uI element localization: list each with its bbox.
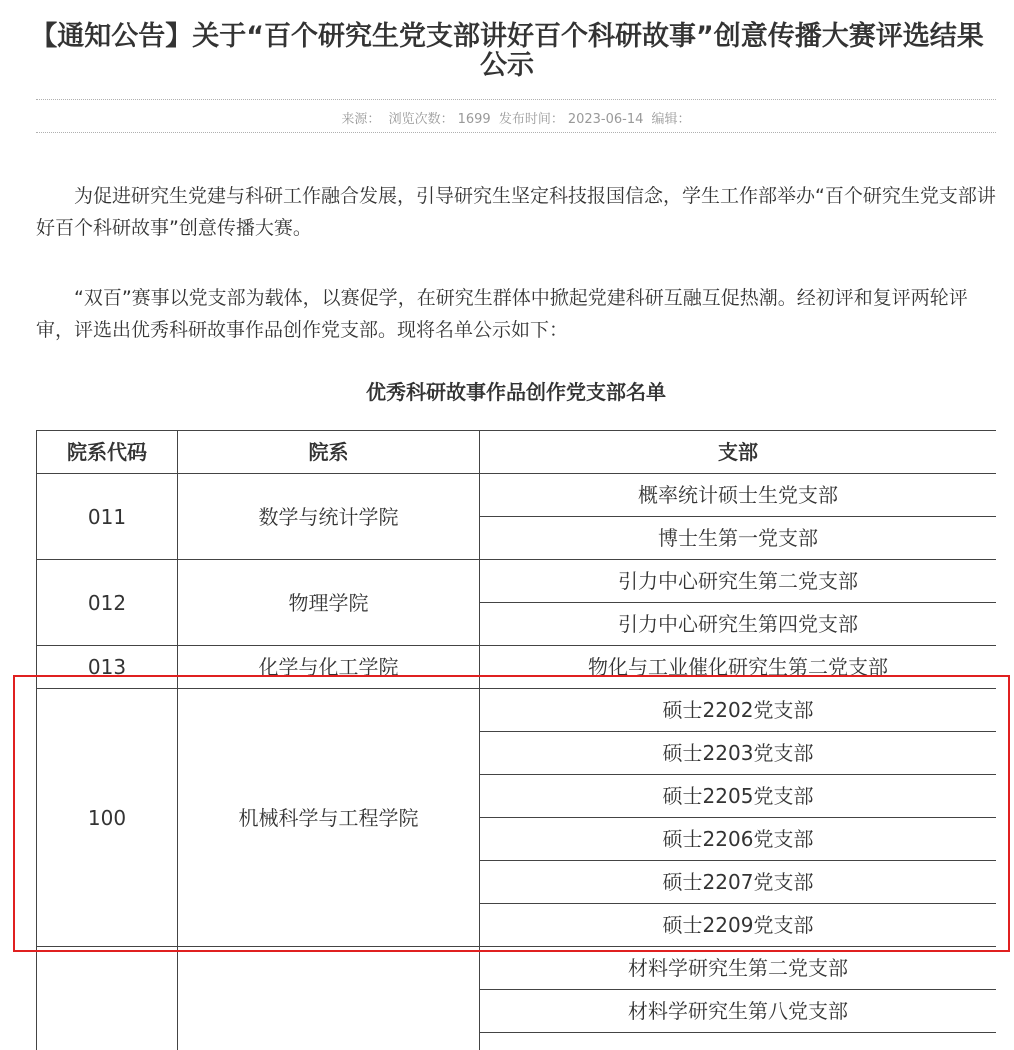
editor-label: 编辑： [652, 112, 691, 127]
branch-cell: 材料学研究生第八党支部 [480, 990, 997, 1033]
branch-cell: 物化与工业催化研究生第二党支部 [480, 646, 997, 689]
divider-top [36, 99, 996, 100]
dept-code-cell: 011 [37, 474, 178, 560]
branch-cell: 引力中心研究生第二党支部 [480, 560, 997, 603]
branch-cell: 硕士2202党支部 [480, 689, 997, 732]
dept-name-cell: 数学与统计学院 [178, 474, 480, 560]
table-row [37, 689, 997, 732]
views-label: 浏览次数： [389, 112, 454, 127]
branch-cell: 博士生第一党支部 [480, 517, 997, 560]
paragraph-results: “双百”赛事以党支部为载体，以赛促学，在研究生群体中掀起党建科研互融互促热潮。经初评和复评两轮评审，评选出优秀科研故事作品创作党支部。现将名单公示如下： [36, 282, 996, 346]
dept-name-cell: 物理学院 [178, 560, 480, 646]
branch-cell: 硕士2209党支部 [480, 904, 997, 947]
table-header-row [37, 431, 997, 474]
dept-code-cell: 100 [37, 689, 178, 947]
dept-name-cell: 化学与化工学院 [178, 646, 480, 689]
branch-cell: 硕士2206党支部 [480, 818, 997, 861]
table-row [37, 474, 997, 517]
paragraph-intro: 为促进研究生党建与科研工作融合发展，引导研究生坚定科技报国信念，学生工作部举办“百个研究生党支部讲好百个科研故事”创意传播大赛。 [36, 180, 996, 244]
table-row [37, 646, 997, 689]
dept-code-cell [37, 947, 178, 1050]
table-body [37, 474, 997, 1050]
branch-cell: 硕士2207党支部 [480, 861, 997, 904]
divider-bottom [36, 132, 996, 133]
table-row [37, 947, 997, 990]
source-label: 来源： [341, 112, 380, 127]
header-branch: 支部 [480, 431, 997, 474]
branch-cell: 材料学研究生第二党支部 [480, 947, 997, 990]
dept-name-cell: 机械科学与工程学院 [178, 689, 480, 947]
branch-cell: 引力中心研究生第四党支部 [480, 603, 997, 646]
branch-cell: 概率统计硕士生党支部 [480, 474, 997, 517]
branch-table [36, 430, 996, 1050]
views-count: 1699 [458, 112, 491, 127]
table-title: 优秀科研故事作品创作党支部名单 [36, 376, 996, 405]
article-title: 【通知公告】关于“百个研究生党支部讲好百个科研故事”创意传播大赛评选结果公示 [0, 0, 1014, 80]
header-code: 院系代码 [37, 431, 178, 474]
branch-table-container [36, 430, 996, 1050]
header-dept: 院系 [178, 431, 480, 474]
branch-cell: 硕士2203党支部 [480, 732, 997, 775]
table-row [37, 560, 997, 603]
published-label: 发布时间： [499, 112, 564, 127]
article-meta [36, 108, 996, 127]
published-date: 2023-06-14 [568, 112, 644, 127]
dept-code-cell: 012 [37, 560, 178, 646]
dept-code-cell: 013 [37, 646, 178, 689]
dept-name-cell [178, 947, 480, 1050]
branch-cell: 硕士2205党支部 [480, 775, 997, 818]
branch-cell [480, 1033, 997, 1050]
